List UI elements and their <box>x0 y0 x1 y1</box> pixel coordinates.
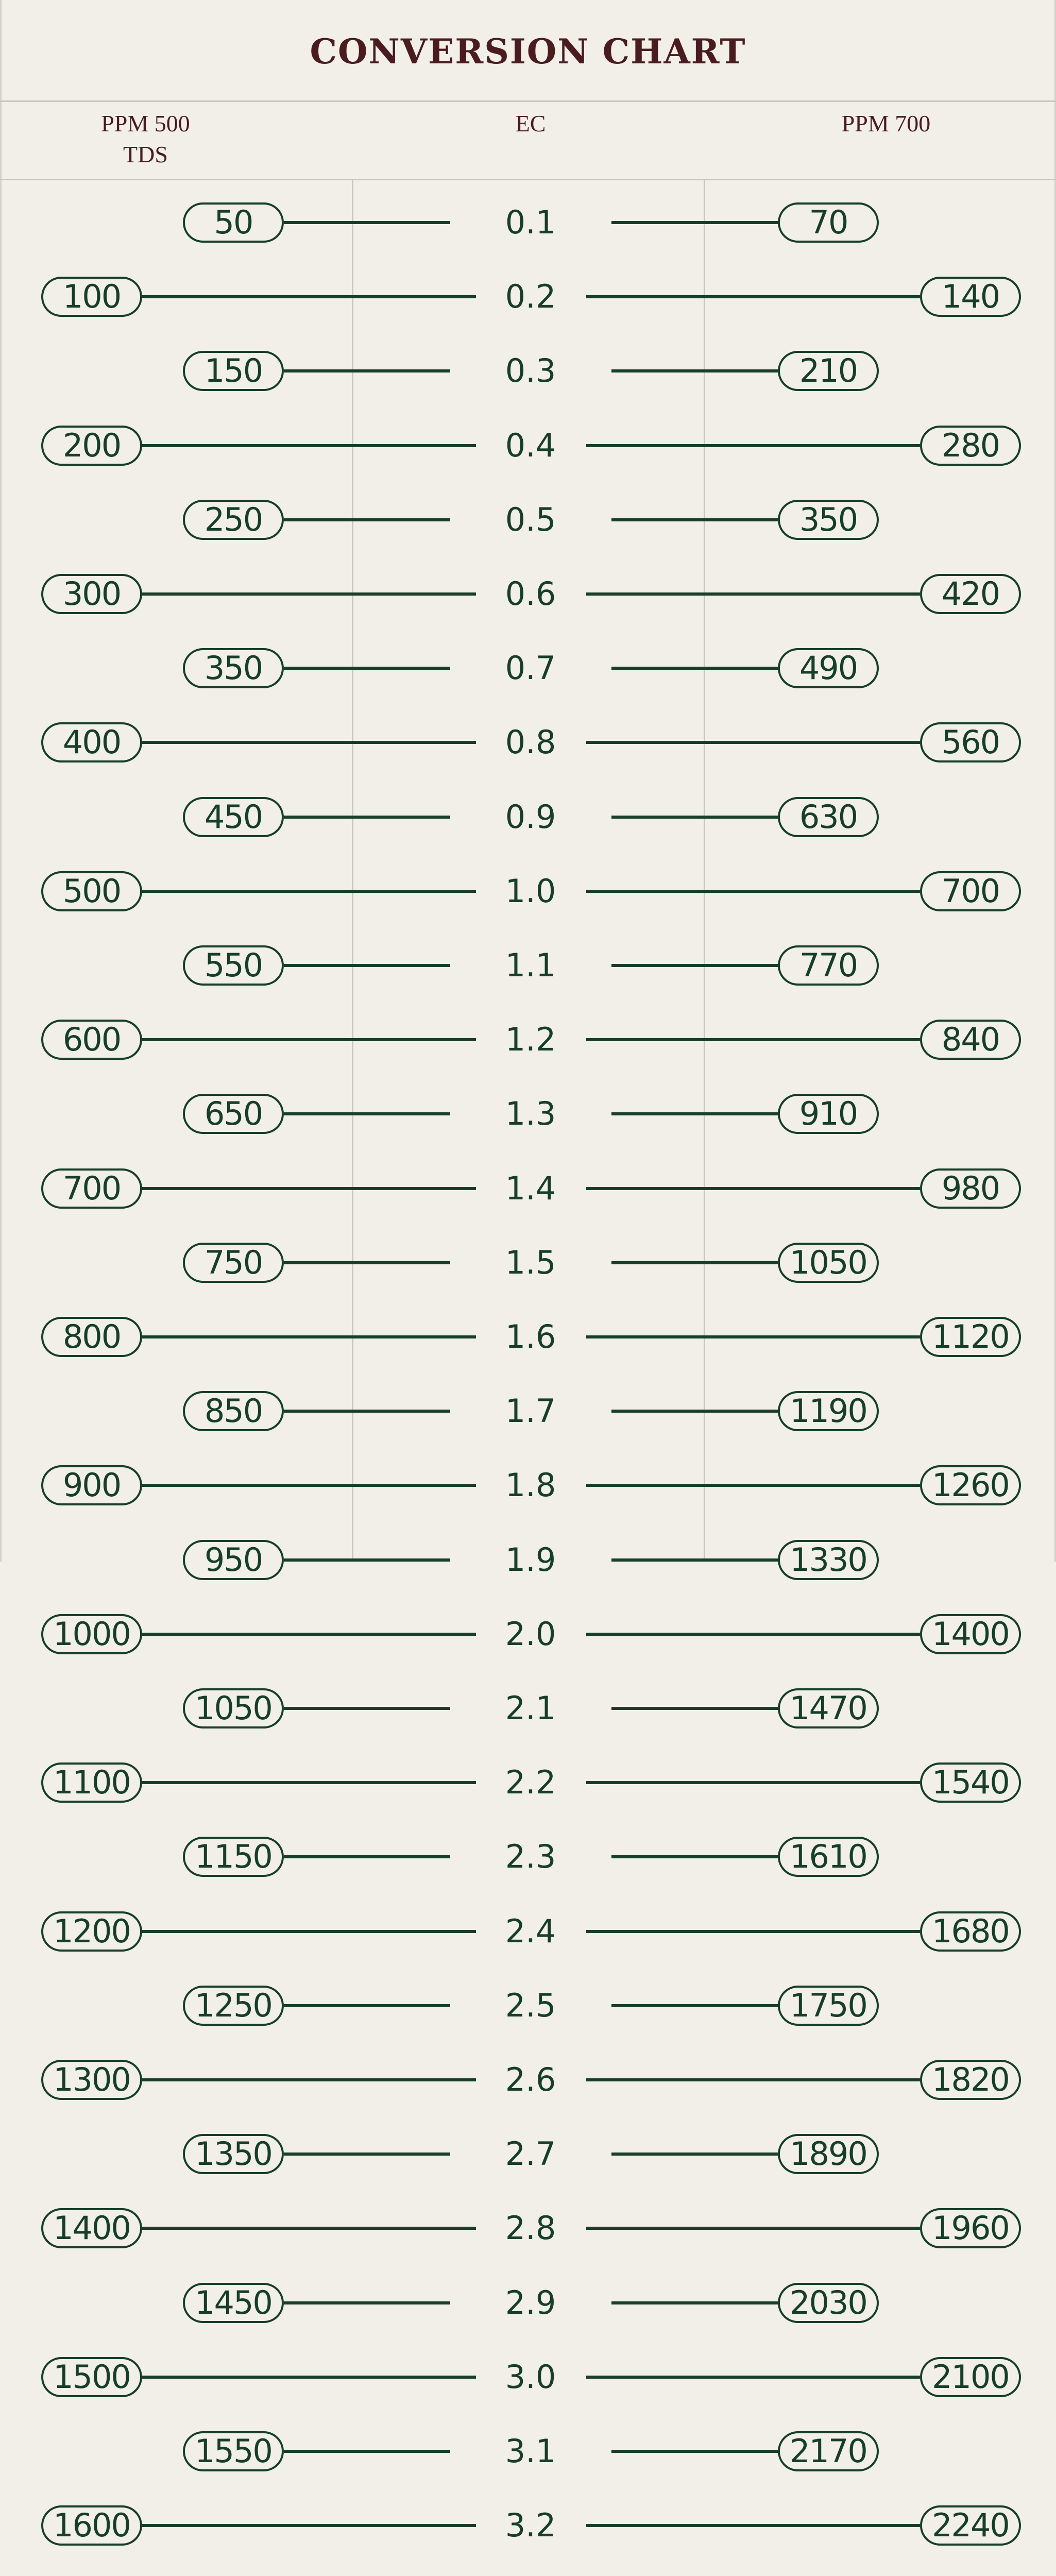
ppm700-value: 420 <box>920 574 1021 614</box>
ppm700-connector-line <box>611 2301 778 2304</box>
ppm700-value: 210 <box>778 351 879 391</box>
ppm700-connector-line <box>586 1781 920 1784</box>
ppm500-connector-line <box>284 2301 450 2304</box>
ppm700-connector-line <box>611 1112 778 1115</box>
ppm700-value: 1260 <box>920 1465 1021 1505</box>
ec-value: 1.8 <box>505 1466 556 1504</box>
ppm700-connector-line <box>586 444 920 447</box>
ppm500-connector-line <box>142 890 476 893</box>
ppm500-value: 800 <box>41 1317 142 1357</box>
ec-value: 0.9 <box>505 798 556 836</box>
ppm700-value: 2240 <box>920 2505 1021 2546</box>
ec-value: 1.7 <box>505 1392 556 1430</box>
ppm700-value: 1680 <box>920 1911 1021 1952</box>
ec-value: 0.2 <box>505 278 556 315</box>
ppm700-connector-line <box>586 295 920 298</box>
ppm500-value: 750 <box>183 1243 284 1283</box>
ppm500-connector-line <box>284 1707 450 1710</box>
ppm700-value: 1120 <box>920 1317 1021 1357</box>
ec-value: 1.4 <box>505 1170 556 1207</box>
ppm500-connector-line <box>284 1261 450 1264</box>
ppm500-value: 650 <box>183 1094 284 1134</box>
ppm500-value: 1550 <box>183 2431 284 2471</box>
ppm700-connector-line <box>586 1484 920 1487</box>
ppm700-value: 1400 <box>920 1614 1021 1654</box>
ppm700-connector-line <box>586 741 920 744</box>
ppm500-connector-line <box>284 1410 450 1413</box>
ppm500-connector-line <box>142 2227 476 2230</box>
ppm500-value: 950 <box>183 1540 284 1580</box>
ppm700-connector-line <box>611 1855 778 1858</box>
ppm500-connector-line <box>284 369 450 372</box>
ppm500-connector-line <box>284 816 450 819</box>
ppm700-connector-line <box>611 2004 778 2007</box>
ec-value: 3.0 <box>505 2358 556 2396</box>
ppm700-connector-line <box>611 221 778 224</box>
ppm500-connector-line <box>142 741 476 744</box>
ppm500-connector-line <box>142 1484 476 1487</box>
ppm500-connector-line <box>142 1187 476 1190</box>
ec-value: 0.6 <box>505 575 556 613</box>
ppm700-connector-line <box>611 2450 778 2453</box>
ec-value: 1.2 <box>505 1021 556 1058</box>
ppm500-connector-line <box>284 1112 450 1115</box>
ec-value: 0.4 <box>505 427 556 464</box>
ppm700-connector-line <box>611 1410 778 1413</box>
ppm700-value: 840 <box>920 1020 1021 1060</box>
ppm500-connector-line <box>142 444 476 447</box>
ec-value: 3.1 <box>505 2432 556 2470</box>
ec-value: 0.7 <box>505 649 556 687</box>
ppm700-connector-line <box>611 964 778 967</box>
ppm500-value: 1250 <box>183 1986 284 2026</box>
ppm500-value: 450 <box>183 797 284 837</box>
ppm500-connector-line <box>284 518 450 521</box>
ppm500-connector-line <box>142 2524 476 2527</box>
ec-value: 0.1 <box>505 204 556 241</box>
ppm500-value: 1400 <box>41 2208 142 2248</box>
ppm500-connector-line <box>284 964 450 967</box>
ppm700-value: 910 <box>778 1094 879 1134</box>
ppm700-value: 1610 <box>778 1837 879 1877</box>
ppm700-connector-line <box>611 667 778 670</box>
ppm500-value: 1200 <box>41 1911 142 1952</box>
ppm500-header-line2: TDS <box>123 141 168 167</box>
ppm700-value: 1540 <box>920 1762 1021 1803</box>
ppm500-value: 1150 <box>183 1837 284 1877</box>
ppm700-value: 1960 <box>920 2208 1021 2248</box>
ppm700-value: 280 <box>920 426 1021 466</box>
ec-value: 2.6 <box>505 2061 556 2098</box>
ppm500-connector-line <box>142 2376 476 2379</box>
ec-value: 2.5 <box>505 1987 556 2024</box>
ppm500-connector-line <box>142 1335 476 1338</box>
ppm500-value: 50 <box>183 202 284 243</box>
ppm700-connector-line <box>586 1930 920 1933</box>
ppm700-column-header: PPM 700 <box>841 110 931 137</box>
ppm700-value: 1330 <box>778 1540 879 1580</box>
ppm700-value: 70 <box>778 202 879 243</box>
ppm700-value: 980 <box>920 1168 1021 1209</box>
ppm700-connector-line <box>586 2227 920 2230</box>
ppm500-connector-line <box>284 1855 450 1858</box>
ppm500-value: 500 <box>41 871 142 911</box>
ec-value: 1.3 <box>505 1095 556 1132</box>
ppm500-value: 1600 <box>41 2505 142 2546</box>
ppm500-connector-line <box>142 1781 476 1784</box>
ppm500-connector-line <box>142 592 476 596</box>
ppm500-value: 900 <box>41 1465 142 1505</box>
ppm500-value: 700 <box>41 1168 142 1209</box>
ec-value: 0.8 <box>505 723 556 761</box>
ppm500-value: 550 <box>183 945 284 986</box>
ppm700-connector-line <box>611 1558 778 1562</box>
ppm700-value: 350 <box>778 500 879 540</box>
ec-value: 0.3 <box>505 352 556 389</box>
ppm700-connector-line <box>586 1187 920 1190</box>
ppm700-value: 2030 <box>778 2283 879 2323</box>
ppm700-connector-line <box>586 890 920 893</box>
ppm500-header-line1: PPM 500 <box>101 110 190 137</box>
ec-value: 2.9 <box>505 2284 556 2321</box>
ppm700-connector-line <box>611 2153 778 2156</box>
ec-value: 3.2 <box>505 2506 556 2544</box>
ec-value: 1.9 <box>505 1541 556 1579</box>
ppm500-connector-line <box>284 2153 450 2156</box>
ppm500-value: 300 <box>41 574 142 614</box>
ppm700-value: 1820 <box>920 2060 1021 2100</box>
ec-value: 2.3 <box>505 1838 556 1875</box>
ec-value: 2.1 <box>505 1689 556 1727</box>
ec-value: 2.8 <box>505 2209 556 2247</box>
ppm700-value: 140 <box>920 277 1021 317</box>
ec-column-header: EC <box>515 110 546 137</box>
ppm700-connector-line <box>611 1707 778 1710</box>
ppm500-connector-line <box>142 1633 476 1636</box>
ppm700-connector-line <box>586 2376 920 2379</box>
ppm700-connector-line <box>611 1261 778 1264</box>
ec-value: 1.6 <box>505 1318 556 1355</box>
ec-value: 1.1 <box>505 946 556 984</box>
ppm700-value: 1470 <box>778 1688 879 1728</box>
ppm700-value: 630 <box>778 797 879 837</box>
ec-value: 0.5 <box>505 501 556 538</box>
ec-value: 1.5 <box>505 1244 556 1281</box>
ppm700-connector-line <box>586 592 920 596</box>
ppm500-connector-line <box>142 1930 476 1933</box>
ppm500-connector-line <box>142 1038 476 1041</box>
ppm700-connector-line <box>586 2078 920 2081</box>
ppm700-connector-line <box>586 1335 920 1338</box>
ppm500-value: 100 <box>41 277 142 317</box>
ppm500-value: 1500 <box>41 2357 142 2397</box>
ppm700-connector-line <box>586 1633 920 1636</box>
ppm500-value: 400 <box>41 722 142 762</box>
ppm500-connector-line <box>284 2004 450 2007</box>
ec-value: 2.0 <box>505 1615 556 1653</box>
ppm500-value: 850 <box>183 1391 284 1431</box>
ppm500-connector-line <box>142 295 476 298</box>
ppm700-value: 1750 <box>778 1986 879 2026</box>
ppm700-connector-line <box>586 1038 920 1041</box>
ec-value: 2.4 <box>505 1912 556 1950</box>
ppm500-connector-line <box>142 2078 476 2081</box>
ppm500-connector-line <box>284 667 450 670</box>
ppm700-value: 1190 <box>778 1391 879 1431</box>
ppm500-value: 250 <box>183 500 284 540</box>
ppm700-value: 2170 <box>778 2431 879 2471</box>
ppm700-value: 490 <box>778 648 879 688</box>
ppm700-value: 1890 <box>778 2134 879 2174</box>
ppm500-value: 1300 <box>41 2060 142 2100</box>
ppm700-value: 560 <box>920 722 1021 762</box>
ppm700-value: 700 <box>920 871 1021 911</box>
ppm700-connector-line <box>611 518 778 521</box>
ppm500-value: 1050 <box>183 1688 284 1728</box>
ppm500-value: 1450 <box>183 2283 284 2323</box>
ppm500-connector-line <box>284 221 450 224</box>
ppm700-value: 770 <box>778 945 879 986</box>
ppm700-connector-line <box>586 2524 920 2527</box>
ec-value: 2.2 <box>505 1764 556 1801</box>
ppm500-connector-line <box>284 1558 450 1562</box>
ppm500-value: 350 <box>183 648 284 688</box>
ppm500-value: 200 <box>41 426 142 466</box>
ppm700-connector-line <box>611 369 778 372</box>
ppm700-value: 1050 <box>778 1243 879 1283</box>
ppm500-connector-line <box>284 2450 450 2453</box>
ppm700-connector-line <box>611 816 778 819</box>
ppm500-value: 1350 <box>183 2134 284 2174</box>
ppm500-value: 1100 <box>41 1762 142 1803</box>
ppm500-value: 1000 <box>41 1614 142 1654</box>
ppm700-value: 2100 <box>920 2357 1021 2397</box>
ppm500-value: 600 <box>41 1020 142 1060</box>
ec-value: 1.0 <box>505 872 556 910</box>
page-title: CONVERSION CHART <box>310 31 746 72</box>
ec-value: 2.7 <box>505 2135 556 2173</box>
ppm500-value: 150 <box>183 351 284 391</box>
